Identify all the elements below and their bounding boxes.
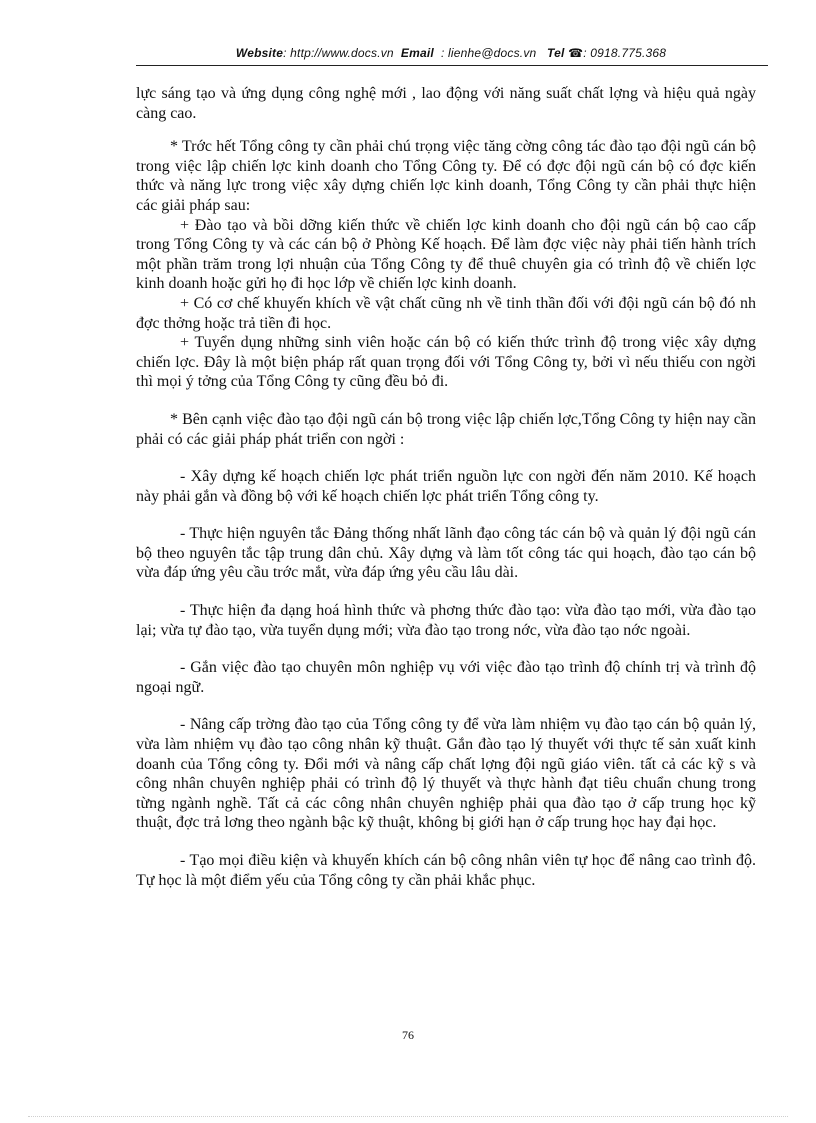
paragraph-party-principle: - Thực hiện nguyên tắc Đảng thống nhất lãnh đạo công tác cán bộ và quản lý đội ngũ cán bộ theo nguyên tắc tập trung dân chủ. Xây dựng và làm tốt công tác qui hoạch, đào tạo cán bộ vừa đáp ứng yêu cầu trớc mắt, vừa đáp ứng yêu cầu lâu dài.: [136, 525, 756, 582]
tel-value: ☎: 0918.775.368: [568, 46, 667, 60]
tel-label: Tel: [547, 46, 565, 60]
paragraph-training-intro: * Trớc hết Tổng công ty cần phải chú trọng việc tăng cờng công tác đào tạo đội ngũ cán bộ trong việc lập chiến lợc kinh doanh cho Tổng Công ty. Để có đợc đội ngũ cán bộ có đợc kiến thức và năng lực trong việc xây dựng chiến lợc kinh doanh, Tổng Công ty cần phải thực hiện các giải pháp sau:: [136, 138, 756, 214]
paragraph-diversify-training: - Thực hiện đa dạng hoá hình thức và phơng thức đào tạo: vừa đào tạo mới, vừa đào tạo lại; vừa tự đào tạo, vừa tuyển dụng mới; vừa đào tạo trong nớc, vừa đào tạo nớc ngoài.: [136, 602, 756, 639]
page-header: [136, 46, 766, 60]
paragraph-intro: lực sáng tạo và ứng dụng công nghệ mới , lao động với năng suất chất lợng và hiệu quả ngày càng cao.: [136, 85, 756, 122]
paragraph-development-intro: * Bên cạnh việc đào tạo đội ngũ cán bộ trong việc lập chiến lợc,Tổng Công ty hiện nay cần phải có các giải pháp phát triển con ngời :: [136, 410, 756, 448]
header-divider: [136, 65, 768, 66]
email-value: : lienhe@docs.vn: [440, 46, 537, 60]
paragraph-recruitment: + Tuyển dụng những sinh viên hoặc cán bộ có kiến thức trình độ trong việc xây dựng chiến lợc. Đây là một biện pháp rất quan trọng đối với Tổng Công ty, bởi vì nếu thiếu con ngời thì mọi ý tởng của Tổng Công ty cũng đều bỏ đi.: [136, 334, 756, 391]
bottom-divider: [28, 1116, 788, 1117]
document-body: [136, 84, 756, 890]
paragraph-incentives: + Có cơ chế khuyến khích về vật chất cũng nh về tinh thần đối với đội ngũ cán bộ đó nh đợc thởng hoặc trả tiền đi học.: [136, 294, 756, 332]
paragraph-strategic-plan: - Xây dựng kế hoạch chiến lợc phát triển nguồn lực con ngời đến năm 2010. Kế hoạch này phải gắn và đồng bộ với kế hoạch chiến lợc phát triển Tổng công ty.: [136, 468, 756, 505]
website-label: Website: [235, 46, 284, 60]
email-label: Email: [400, 46, 434, 60]
website-value: : http://www.docs.vn: [283, 46, 394, 60]
paragraph-self-study: - Tạo mọi điều kiện và khuyến khích cán bộ công nhân viên tự học để nâng cao trình độ. Tự học là một điểm yếu của Tổng công ty cần phải khắc phục.: [136, 852, 756, 889]
page-number: 76: [402, 1028, 414, 1042]
paragraph-political-training: - Gắn việc đào tạo chuyên môn nghiệp vụ với việc đào tạo trình độ chính trị và trình độ ngoại ngữ.: [136, 659, 756, 696]
paragraph-training-senior: + Đào tạo và bồi dỡng kiến thức về chiến lợc kinh doanh cho đội ngũ cán bộ cao cấp trong Tổng Công ty và các cán bộ ở Phòng Kế hoạch. Để làm đợc việc này phải tiến hành trích một phần trăm trong lợi nhuận của Tổng Công ty để thuê chuyên gia có trình độ về chiến lợc kinh doanh hoặc gửi họ đi học lớp về chiến lợc kinh doanh.: [136, 216, 756, 293]
paragraph-upgrade-school: - Nâng cấp trờng đào tạo của Tổng công ty để vừa làm nhiệm vụ đào tạo cán bộ quản lý, vừa làm nhiệm vụ đào tạo công nhân kỹ thuật. Gắn đào tạo lý thuyết với thực tế sản xuất kinh doanh của Tổng công ty. Đổi mới và nâng cấp chất lợng đội ngũ giáo viên. tất cả các kỹ s và công nhân chuyên nghiệp phải có trình độ lý thuyết và thực hành đạt tiêu chuẩn chung trong từng ngành nghề. Tất cả các công nhân chuyên nghiệp phải qua đào tạo ở cấp trung học kỹ thuật, đợc trả lơng theo ngành bậc kỹ thuật, không bị giới hạn ở cấp trung học hay đại học.: [136, 716, 756, 832]
